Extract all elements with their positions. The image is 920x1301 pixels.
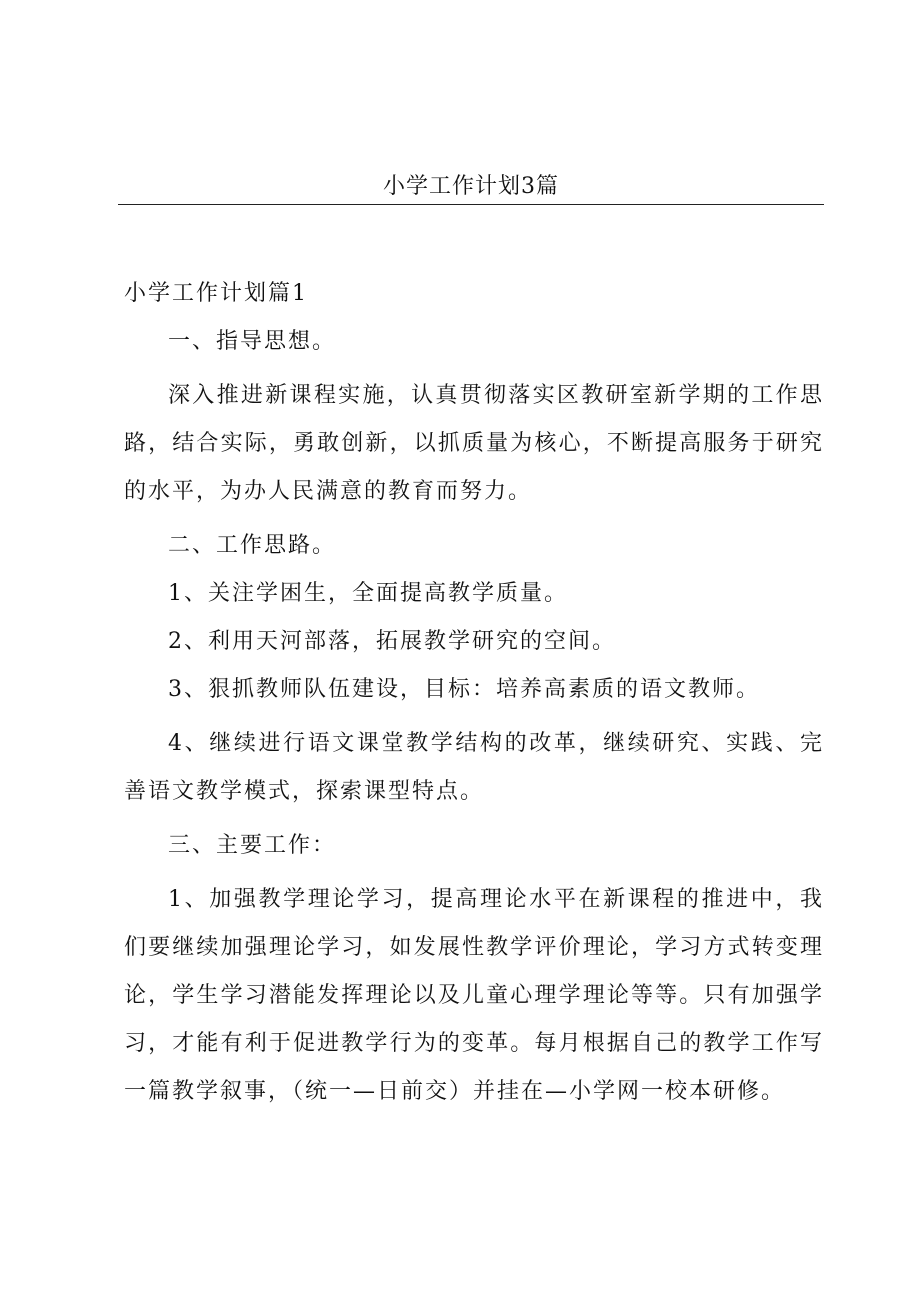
list-item-1: 1、关注学困生，全面提高教学质量。 xyxy=(168,581,568,606)
list-item-4: 4、继续进行语文课堂教学结构的改革，继续研究、实践、完善语文教学模式，探索课型特点。 xyxy=(124,731,824,804)
section-heading: 小学工作计划篇1 xyxy=(124,281,308,306)
paragraph-guiding-thought: 深入推进新课程实施，认真贯彻落实区教研室新学期的工作思路，结合实际，勇敢创新，以抓质量为核心，不断提高服务于研究的水平，为办人民满意的教育而努力。 xyxy=(124,383,824,504)
list-item-2: 2、利用天河部落，拓展教学研究的空间。 xyxy=(168,629,616,654)
heading-guiding-thought: 一、指导思想。 xyxy=(168,329,337,354)
document-body xyxy=(124,276,824,1116)
paragraph-main-work-1: 1、加强教学理论学习，提高理论水平在新课程的推进中，我们要继续加强理论学习，如发展性教学评价理论，学习方式转变理论，学生学习潜能发挥理论以及儿童心理学理论等等。只有加强学习，才能有利于促进教学行为的变革。每月根据自己的教学工作写一篇教学叙事，（统一—日前交）并挂在—小学网一校本研修。 xyxy=(124,887,824,1104)
document-title: 小学工作计划3篇 xyxy=(383,174,559,199)
list-item-3: 3、狠抓教师队伍建设，目标：培养高素质的语文教师。 xyxy=(168,677,760,702)
document-header xyxy=(118,170,824,205)
heading-main-work: 三、主要工作： xyxy=(168,833,337,858)
heading-work-ideas: 二、工作思路。 xyxy=(168,533,337,558)
